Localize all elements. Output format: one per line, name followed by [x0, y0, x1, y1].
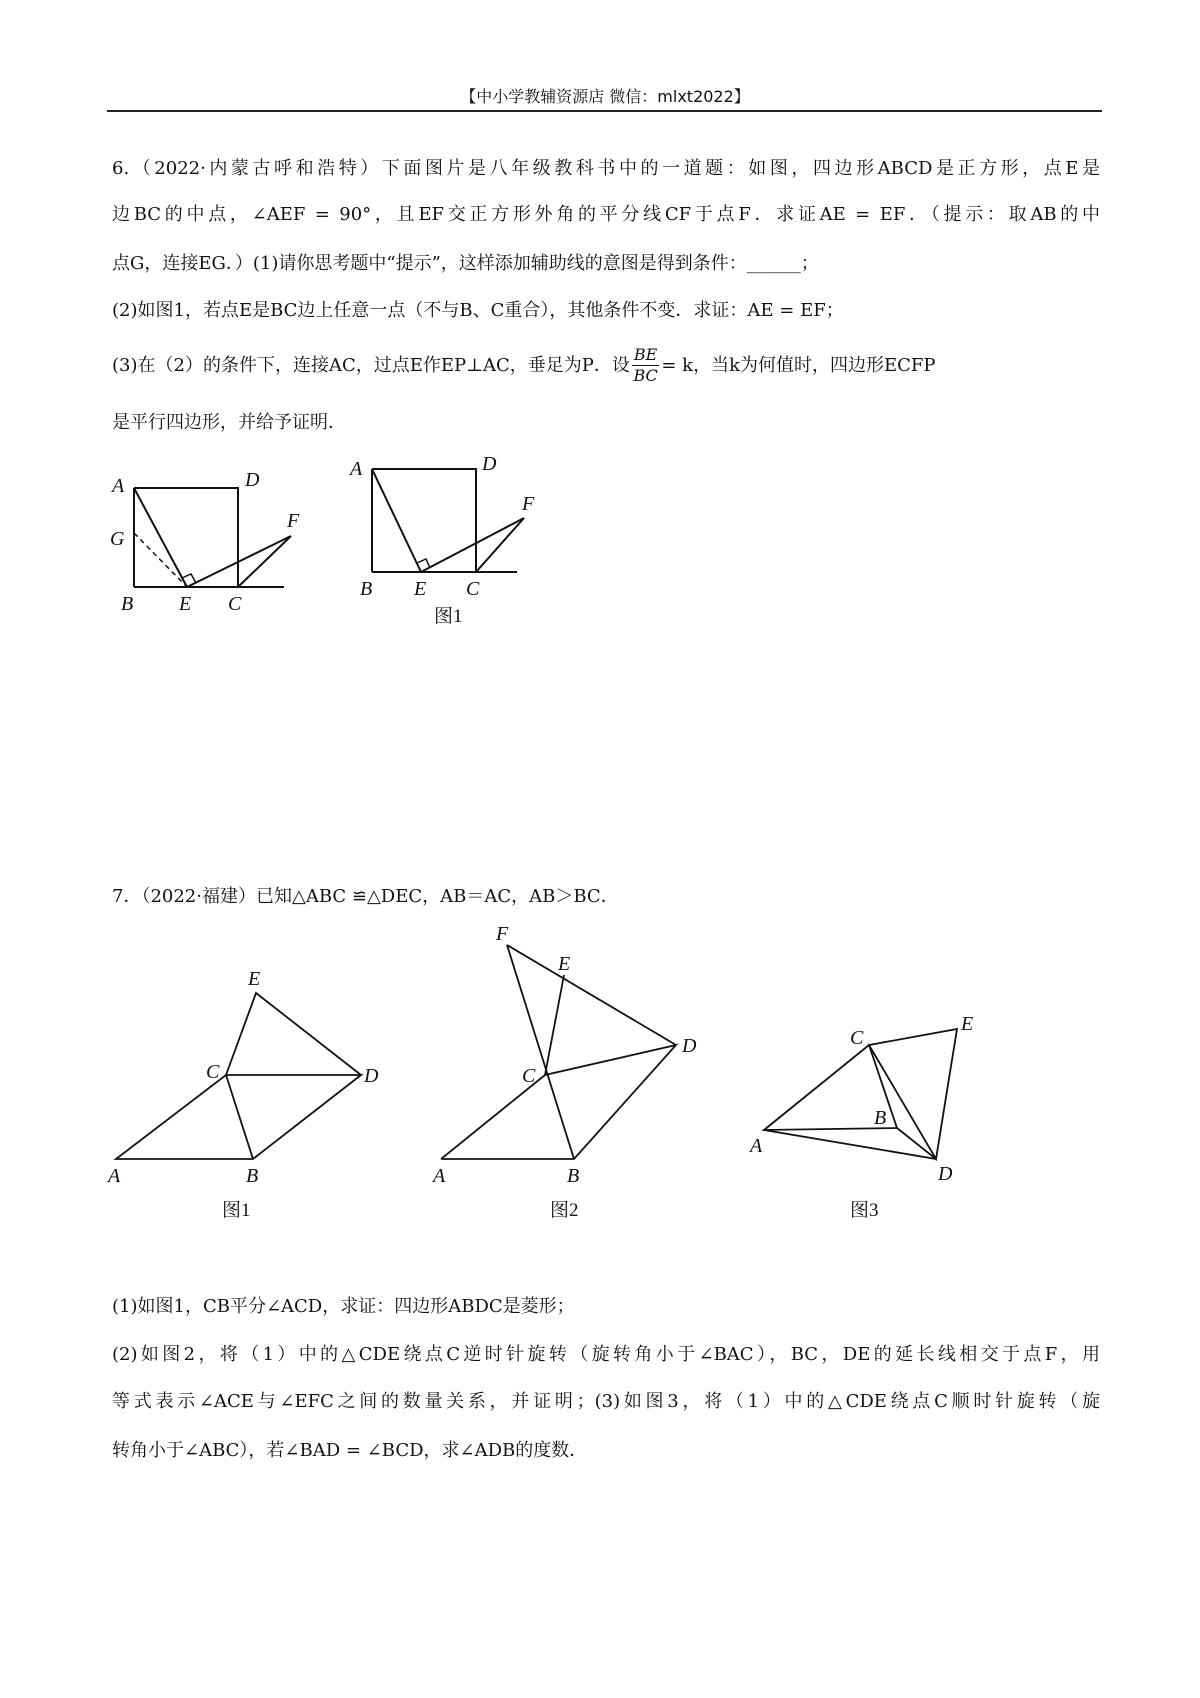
label-a: A [112, 475, 125, 497]
q7-intro: 7．（2022·福建）已知△ABC ≌△DEC，AB＝AC，AB＞BC． [112, 886, 619, 907]
line-df [507, 945, 676, 1045]
label-d: D [364, 1065, 379, 1087]
q7-line-3: 等式表示∠ACE与∠EFC之间的数量关系，并证明；(3)如图3，将（1）中的△CDE绕点C顺时针旋转（旋 [112, 1391, 1100, 1412]
label-e: E [248, 968, 261, 990]
fraction-denominator: BC [633, 366, 658, 385]
label-c: C [466, 578, 480, 600]
label-c: C [850, 1027, 864, 1049]
segment-cf [238, 536, 291, 587]
label-d: D [482, 453, 497, 475]
q7-figure-2 [441, 945, 676, 1159]
label-g: G [110, 528, 125, 550]
figure-caption: 图2 [550, 1200, 579, 1221]
square-top-right [372, 469, 476, 572]
label-d: D [682, 1035, 697, 1057]
quad-abdc [441, 1045, 676, 1159]
q6-line-6: 是平行四边形，并给予证明． [112, 412, 346, 433]
label-b: B [360, 578, 373, 600]
q6-line-1: 6.（2022·内蒙古呼和浩特）下面图片是八年级教科书中的一道题：如图，四边形ABCD是正方形，点E是 [112, 158, 1100, 179]
label-d: D [938, 1163, 953, 1185]
q7-line-4: 转角小于∠ABC），若∠BAD = ∠BCD，求∠ADB的度数． [112, 1440, 588, 1461]
label-c: C [206, 1061, 220, 1083]
q6-line-2: 边BC的中点，∠AEF = 90°，且EF交正方形外角的平分线CF于点F．求证AE = EF．（提示：取AB的中 [112, 204, 1100, 225]
label-e: E [961, 1013, 974, 1035]
segment-ae [372, 469, 421, 572]
label-f: F [496, 923, 509, 945]
q6-line-5-pre: (3)在（2）的条件下，连接AC，过点E作EP⊥AC，垂足为P．设 [112, 354, 630, 376]
label-b: B [246, 1165, 259, 1187]
figure-caption: 图1 [222, 1200, 251, 1221]
label-e: E [179, 593, 192, 615]
segment-ad [764, 1130, 936, 1159]
segment-cf [476, 518, 524, 572]
q7-figure-1 [116, 993, 361, 1159]
label-a: A [350, 458, 363, 480]
q7-line-1: (1)如图1，CB平分∠ACD，求证：四边形ABDC是菱形； [112, 1296, 575, 1317]
label-e: E [414, 578, 427, 600]
label-d: D [245, 469, 260, 491]
segment-cb [226, 1075, 253, 1159]
q6-line-4: (2)如图1，若点E是BC边上任意一点（不与B、C重合），其他条件不变．求证：AE = EF； [112, 300, 844, 321]
segment-ge-dashed [134, 533, 187, 587]
page-header: 【中小学教辅资源店 微信：mlxt2022】 [460, 87, 750, 106]
label-b: B [567, 1165, 580, 1187]
segment-ce [545, 975, 564, 1075]
q6-figure-a [134, 488, 291, 587]
segment-ae [134, 488, 187, 587]
segment-bd [897, 1128, 936, 1159]
label-f: F [287, 510, 300, 532]
rhombus-abdc [116, 1075, 361, 1159]
q7-line-2: (2)如图2，将（1）中的△CDE绕点C逆时针旋转（旋转角小于∠BAC），BC，DE的延长线相交于点F，用 [112, 1344, 1100, 1365]
label-f: F [522, 493, 535, 515]
q6-figure-b [372, 469, 524, 572]
label-c: C [228, 593, 242, 615]
figure-caption: 图3 [850, 1200, 879, 1221]
label-b: B [874, 1107, 887, 1129]
q6-line-3: 点G，连接EG．）(1)请你思考题中“提示”，这样添加辅助线的意图是得到条件：______； [112, 253, 819, 274]
label-b: B [121, 593, 134, 615]
label-e: E [558, 953, 571, 975]
fraction-numerator: BE [633, 345, 658, 364]
triangle-cde [869, 1029, 957, 1159]
label-a: A [108, 1165, 121, 1187]
square-top-right [134, 488, 238, 587]
label-c: C [522, 1065, 536, 1087]
segment-ef [421, 518, 524, 572]
label-a: A [750, 1135, 763, 1157]
q6-line-5-post: = k，当k为何值时，四边形ECFP [661, 354, 936, 376]
figure-caption: 图1 [434, 606, 463, 627]
label-a: A [433, 1165, 446, 1187]
triangle-cde [226, 993, 361, 1075]
